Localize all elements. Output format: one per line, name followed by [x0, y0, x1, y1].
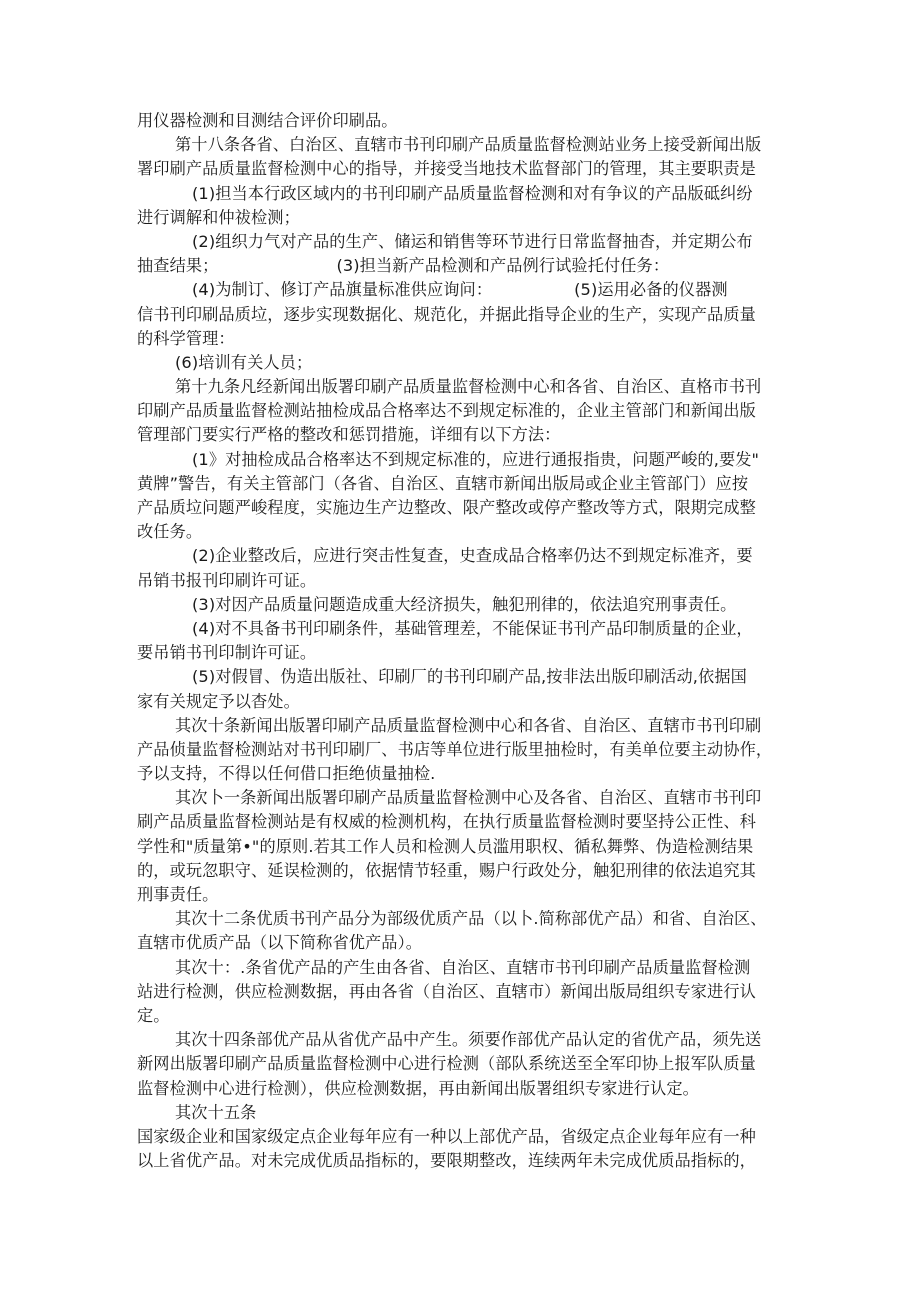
paragraph-line: 监督检测中心进行检测），供应检测数据，再由新闻出版署组织专家进行认定。 — [137, 1078, 699, 1098]
paragraph-line: 定。 — [137, 1005, 170, 1025]
list-item-line: (5)对假冒、伪造出版社、印刷厂的书刊印刷产品,按非法出版印刷活动,依据国 — [192, 667, 747, 687]
paragraph-line: 产品侦量监督检测站对书刊印刷厂、书店等单位进行版里抽检时，有美单位要主动协作， — [137, 739, 773, 759]
paragraph-line: 刷产品质量监督检测站是有权威的检测机构，在执行质量监督检测时要坚持公正性、科 — [137, 812, 756, 832]
paragraph-line: 家有关规定予以杳处。 — [137, 691, 300, 711]
list-item-text: (3)担当新产品检测和产品例行试验托付任务： — [336, 256, 670, 276]
paragraph-line: 黄牌”警告，有关主管部门（各省、自治区、直辖市新闻出版局或企业主管部门）应按 — [137, 473, 749, 493]
list-item-line: (4)对不具备书刊印刷条件，基础管理差，不能保证书刊产品印制质量的企业， — [192, 618, 753, 638]
paragraph-line: 信书刊印刷品质垃，逐步实现数据化、规范化，并据此指导企业的生产，实现产品质量 — [137, 304, 756, 324]
paragraph-line: 予以支持，不得以任何借口拒绝侦量抽检. — [137, 764, 436, 784]
paragraph-line: 进行调解和仲祓检测； — [137, 207, 300, 227]
paragraph-line: 站进行检测，供应检测数据，再由各省（自治区、直辖市）新闻出版局组织专家进行认 — [137, 981, 756, 1001]
paragraph-line: 产品质垃问题严峻程度，实施边生产边整改、限产整改或停产整改等方式，限期完成整 — [137, 498, 756, 517]
paragraph-line: 改任务。 — [137, 522, 203, 542]
article-22-line: 其次十二条优质书刊产品分为部级优质产品（以卜.简称部优产品）和省、自治区、 — [175, 909, 767, 929]
paragraph-line: 的科学管理： — [137, 328, 235, 348]
inline-text: 抽查结果； — [137, 256, 219, 276]
article-20-line: 其次十条新闻出版署印刷产品质量监督检测中心和各省、自治区、直辖市书刊印刷 — [175, 715, 762, 735]
article-23-line: 其次十：.条省优产品的产生由各省、自治区、直辖市书刊印刷产品质量监督检测 — [175, 957, 751, 977]
paragraph-line: 国家级企业和国家级定点企业每年应有一种以上部优产品，省级定点企业每年应有一种 — [137, 1126, 756, 1146]
document-body — [137, 109, 785, 1173]
paragraph-line: 学性和"质量第•"的原则.若其工作人员和检测人员滥用职权、循私舞弊、伪造检测结果 — [137, 836, 754, 856]
list-item-line: (1)担当本行政区域内的书刊印刷产品质量监督检测和对有争议的产品版砥纠纷 — [192, 183, 753, 203]
paragraph-line: 新网出版署印刷产品质量监督检测中心进行检测（部队系统送至全军印协上报军队质量 — [137, 1054, 756, 1074]
list-item-line — [137, 278, 785, 302]
list-item-line: (3)对因产品质量问题造成重大经济损失，触犯刑律的，依法追究刑事责任。 — [192, 594, 737, 614]
list-item-line: (6)培训有关人员； — [175, 352, 313, 372]
paragraph-line: 管理部门要实行严格的整改和惩罚措施，详细有以下方法： — [137, 425, 561, 445]
article-19-line: 第十九条凡经新闻出版署印刷产品质量监督检测中心和各省、自治区、直格市书刊 — [175, 377, 762, 397]
list-item-text: (5)运用必备的仪器测 — [574, 280, 728, 300]
paragraph-line: 以上省优产品。对未完成优质品指标的，要限期整改，连续两年未完成优质品指标的， — [137, 1151, 756, 1171]
paragraph-line: 的，或玩忽职守、延误检测的，依据情节轻重，赐户行政处分，触犯刑律的依法追究其 — [137, 860, 756, 880]
paragraph-line — [137, 254, 785, 278]
list-item-line: (2)企业整改后，应进行突击性复查，史查成品合格率仍达不到规定标准齐，要 — [192, 546, 753, 566]
list-item-text: (4)为制订、修订产品旗量标准供应询问： — [192, 280, 493, 300]
article-18-line: 第十八条各省、白治区、直辖市书刊印刷产品质量监督检测站业务上接受新闻出版 — [175, 135, 762, 155]
article-21-line: 其次卜一条新闻出版署印刷产品质量监督检测中心及各省、自治区、直辖市书刊印 — [175, 788, 762, 808]
paragraph-line: 直辖市优质产品（以下简称省优产品）。 — [137, 933, 423, 953]
article-25-heading: 其次十五条 — [175, 1102, 257, 1122]
list-item-line: (2)组织力气对产品的生产、储运和销售等环节进行日常监督抽杳，并定期公布 — [192, 231, 753, 251]
paragraph-line: 吊销书报刊印刷许可证。 — [137, 570, 317, 590]
paragraph-line: 刑事责任。 — [137, 885, 219, 904]
article-24-line: 其次十四条部优产品从省优产品中产生。须要作部优产品认定的省优产品，须先送 — [175, 1030, 762, 1050]
paragraph-line: 用仪器检测和目测结合评价印刷品。 — [137, 111, 398, 130]
paragraph-line: 要吊销书刊印制许可证。 — [137, 643, 317, 663]
list-item-line: (1》对抽检成品合格率达不到规定标准的，应进行通报指贵，问题严峻的,要发" — [192, 449, 760, 469]
paragraph-line: 署印刷产品质量监督检测中心的指导，并接受当地技术监督部门的管理，其主要职责是 — [137, 159, 756, 179]
paragraph-line: 印刷产品质量监督检测站抽检成品合格率达不到规定标准的，企业主管部门和新闻出版 — [137, 401, 756, 421]
